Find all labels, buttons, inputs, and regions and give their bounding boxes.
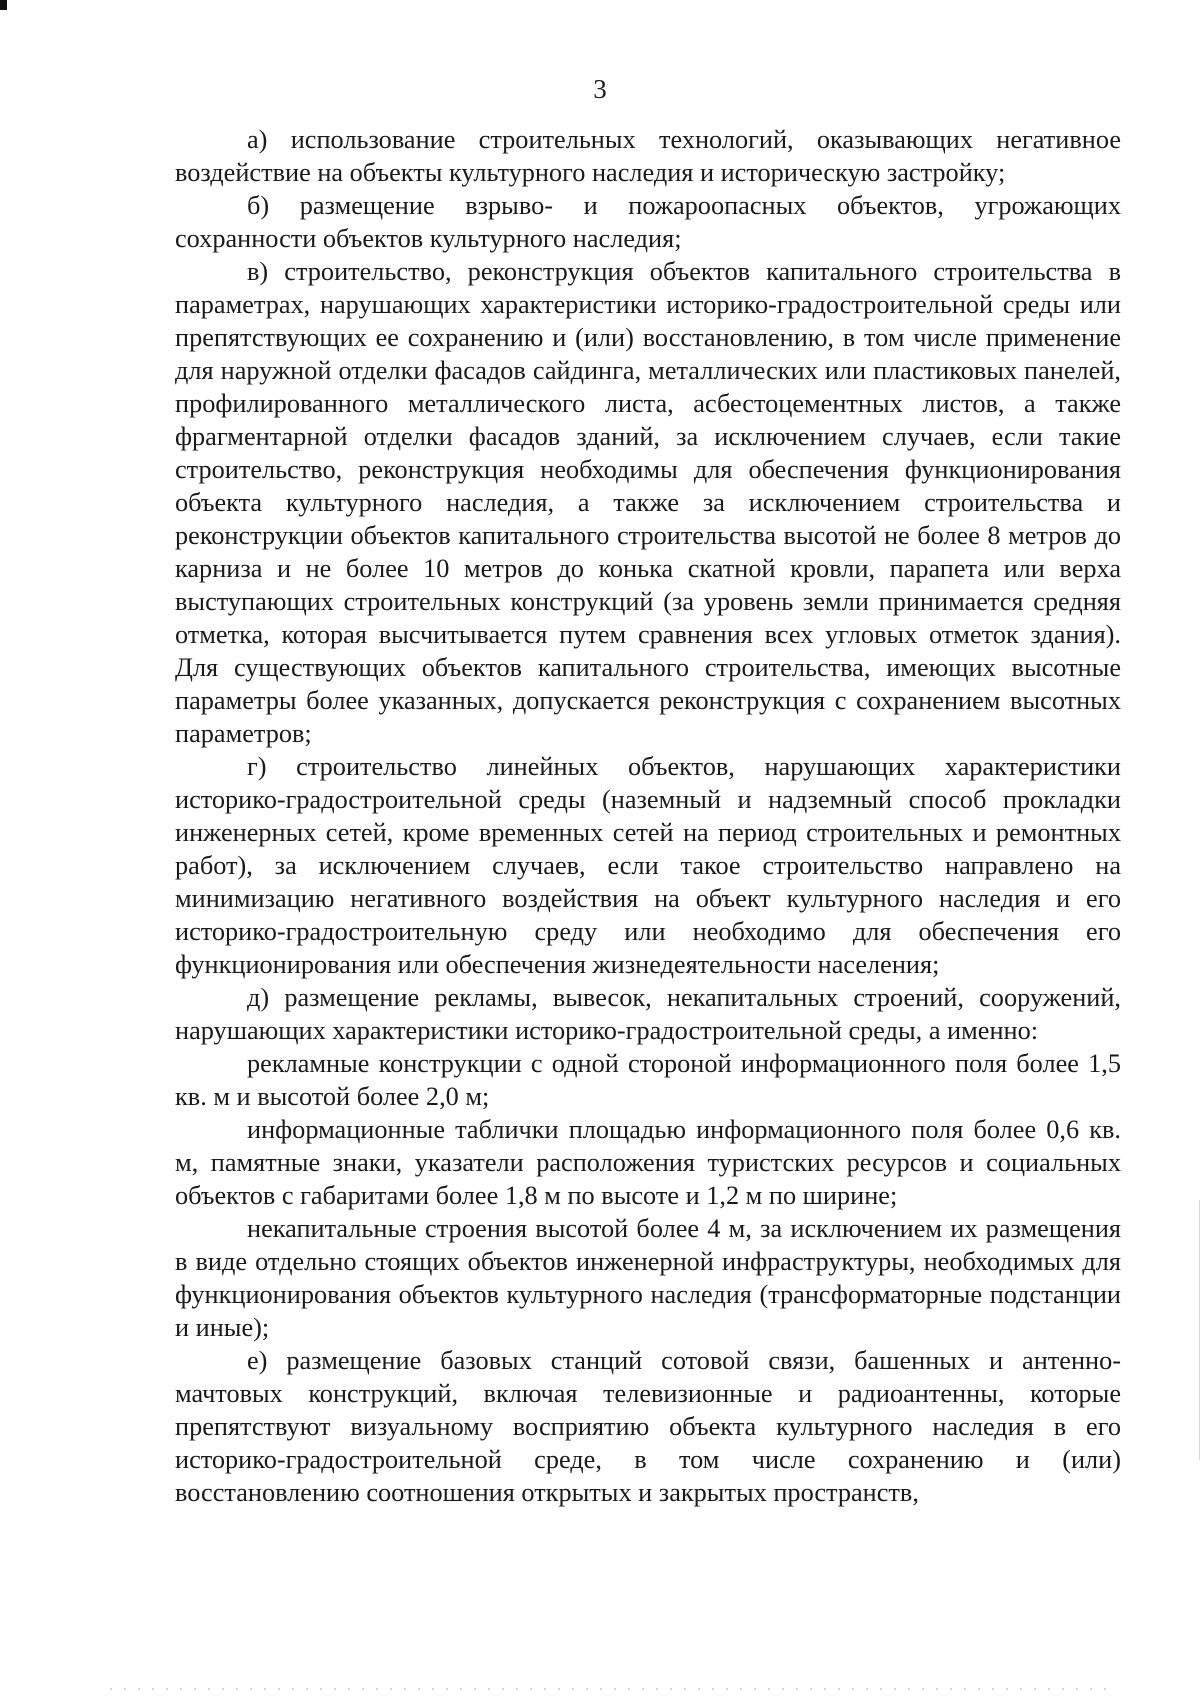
list-item-advertising: рекламные конструкции с одной стороной информационного поля более 1,5 кв. м и высотой более 2,0 м; xyxy=(175,1049,1121,1111)
paragraph-g: г) строительство линейных объектов, нарушающих характеристики историко-градостроительной среды (наземный и надземный способ прокладки инженерных сетей, кроме временных сетей на период строительных и ремонтных работ), за исключением случаев, если такое строительство направлено на минимизацию негативного воздействия на объект культурного наследия и его историко-градостроительную среду или необходимо для обеспечения его функционирования или обеспечения жизнедеятельности населения; xyxy=(175,752,1121,979)
paragraph-e: е) размещение базовых станций сотовой связи, башенных и антенно-мачтовых конструкций, включая телевизионные и радиоантенны, которые препятствуют визуальному восприятию объекта культурного наследия в его историко-градостроительной среде, в том числе сохранению и (или) восстановлению соотношения открытых и закрытых пространств, xyxy=(175,1346,1121,1507)
scan-noise-line xyxy=(110,1688,1110,1690)
paragraph-v: в) строительство, реконструкция объектов капитального строительства в параметрах, нарушающих характеристики историко-градостроительной среды или препятствующих ее сохранению и (или) восстановлению, в том числе применение для наружной отделки фасадов сайдинга, металлических или пластиковых панелей, профилированного металлического листа, асбестоцементных листов, а также фрагментарной отделки фасадов зданий, за исключением случаев, если такие строительство, реконструкция необходимы для обеспечения функционирования объекта культурного наследия, а также за исключением строительства и реконструкции объектов капитального строительства высотой не более 8 метров до карниза и не более 10 метров до конька скатной кровли, парапета или верха выступающих строительных конструкций (за уровень земли принимается средняя отметка, которая высчитывается путем сравнения всех угловых отметок здания). Для существующих объектов капитального строительства, имеющих высотные параметры более указанных, допускается реконструкция с сохранением высотных параметров; xyxy=(175,257,1121,748)
scan-corner-mark xyxy=(0,0,7,10)
page-number: 3 xyxy=(593,74,607,104)
document-body xyxy=(175,123,1121,1509)
paragraph-a: а) использование строительных технологий, оказывающих негативное воздействие на объекты культурного наследия и историческую застройку; xyxy=(175,125,1121,187)
list-item-temporary-structures: некапитальные строения высотой более 4 м, за исключением их размещения в виде отдельно стоящих объектов инженерной инфраструктуры, необходимых для функционирования объектов культурного наследия (трансформаторные подстанции и иные); xyxy=(175,1214,1121,1342)
paragraph-b: б) размещение взрыво- и пожароопасных объектов, угрожающих сохранности объектов культурного наследия; xyxy=(175,191,1121,253)
paragraph-d: д) размещение рекламы, вывесок, некапитальных строений, сооружений, нарушающих характеристики историко-градостроительной среды, а именно: xyxy=(175,983,1121,1045)
list-item-info-plates: информационные таблички площадью информационного поля более 0,6 кв. м, памятные знаки, указатели расположения туристских ресурсов и социальных объектов с габаритами более 1,8 м по высоте и 1,2 м по ширине; xyxy=(175,1115,1121,1210)
